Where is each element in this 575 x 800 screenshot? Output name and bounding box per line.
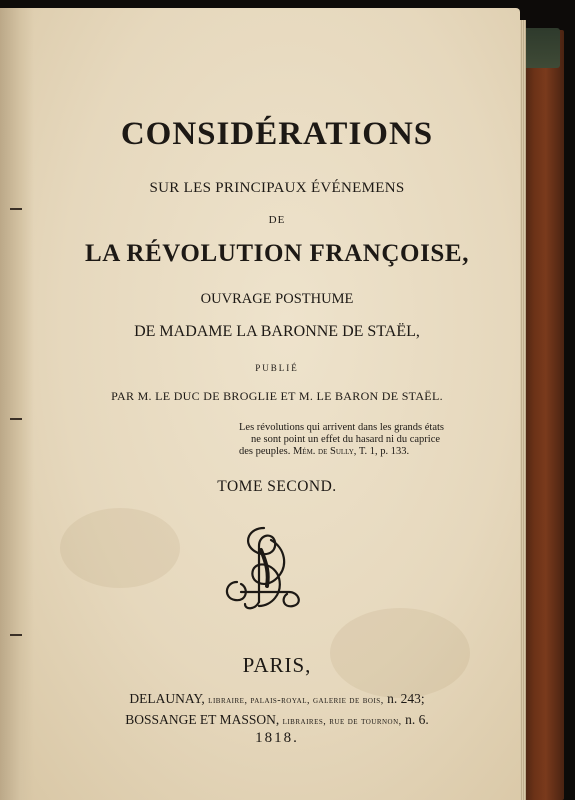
publisher-line-1 xyxy=(34,691,520,707)
page-gutter xyxy=(0,8,34,800)
publisher-2-name: BOSSANGE ET MASSON, xyxy=(125,712,280,727)
publication-place: PARIS, xyxy=(242,653,312,677)
title-page-content xyxy=(34,8,520,800)
editors-line: PAR M. LE DUC DE BROGLIE ET M. LE BARON DE STAËL. xyxy=(111,389,443,403)
volume-label: TOME SECOND. xyxy=(217,478,337,495)
published-label: PUBLIÉ xyxy=(255,363,299,373)
publication-year: 1818. xyxy=(255,730,299,746)
publisher-1-number: n. 243; xyxy=(387,691,425,706)
publisher-line-2 xyxy=(34,712,520,728)
epigraph-source: Mém. de Sully xyxy=(292,446,354,457)
epigraph-line-3-prefix: des peuples. xyxy=(239,446,291,457)
gutter-mark xyxy=(10,418,22,420)
publisher-2-number: n. 6. xyxy=(405,712,429,727)
title-page xyxy=(0,8,520,800)
publisher-1-name: DELAUNAY, xyxy=(129,691,205,706)
gutter-mark xyxy=(10,208,22,210)
work-type: OUVRAGE POSTHUME xyxy=(200,291,354,307)
book-title: CONSIDÉRATIONS xyxy=(120,116,434,152)
publisher-2-details: libraires, rue de tournon, xyxy=(282,716,402,727)
book-main-subject: LA RÉVOLUTION FRANÇOISE, xyxy=(84,240,470,267)
subtitle-connector: DE xyxy=(268,214,286,226)
gutter-mark xyxy=(10,634,22,636)
epigraph-reference: , T. 1, p. 133. xyxy=(353,446,410,457)
epigraph-line-2: ne sont point un effet du hasard ni du caprice xyxy=(251,434,441,445)
epigraph-line-1: Les révolutions qui arrivent dans les grands états xyxy=(239,422,444,433)
script-monogram-icon xyxy=(219,520,309,615)
book-subtitle: SUR LES PRINCIPAUX ÉVÉNEMENS xyxy=(149,180,405,196)
book-cover-corner xyxy=(520,28,560,68)
publisher-1-details: libraire, palais-royal, galerie de bois, xyxy=(208,695,384,706)
author-line: DE MADAME LA BARONNE DE STAËL, xyxy=(134,323,420,340)
epigraph xyxy=(239,422,499,458)
epigraph-line-3 xyxy=(239,446,499,458)
